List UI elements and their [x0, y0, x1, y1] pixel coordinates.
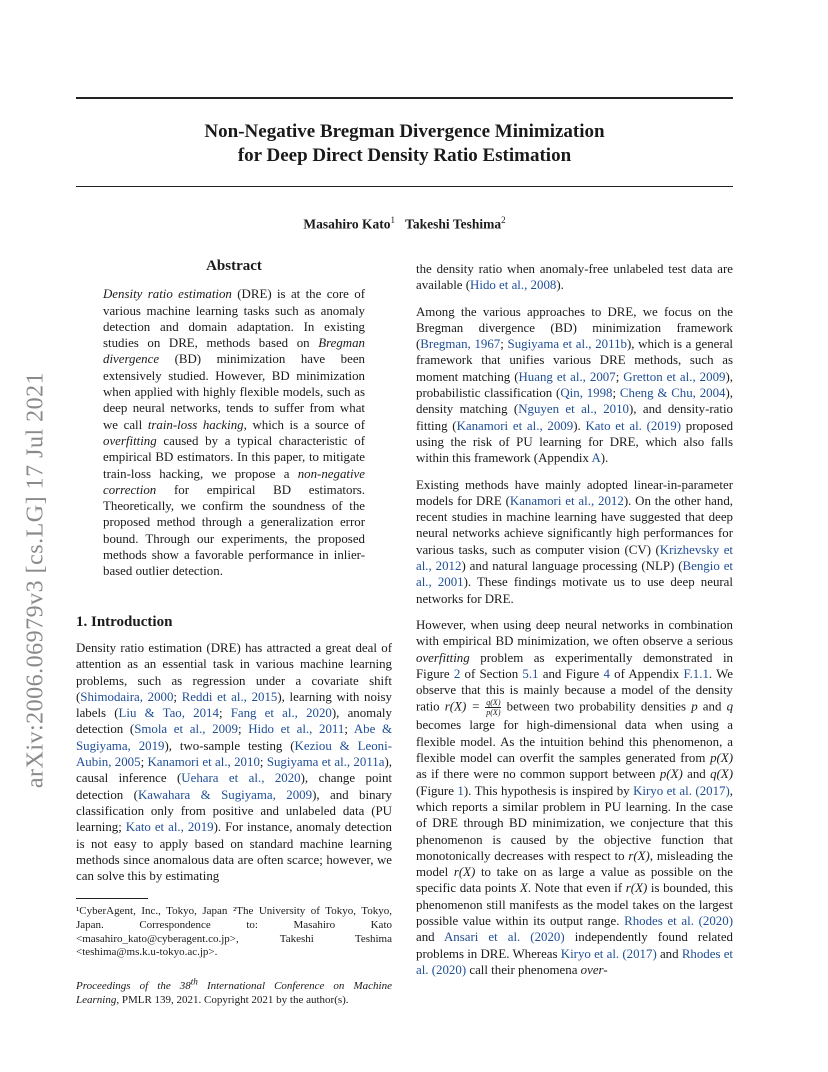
title-bottom-rule — [76, 186, 733, 187]
citation-link[interactable]: Smola et al., 2009 — [134, 722, 238, 737]
math-expression: q — [726, 699, 734, 714]
citation-link[interactable]: Kato et al. (2019) — [585, 418, 681, 433]
paragraph: Density ratio estimation (DRE) has attracted a great deal of attention as an essential task in various machine learning problems, such as regression under a covariate shift (Shimodaira, 2000; Reddi et al., 2015), learning with noisy labels (Liu & Tao, 2014; Fang et al., 2020), anomaly detection (Smola et al., 2009; Hido et al., 2011; Abe & Sugiyama, 2019), two-sample testing (Keziou & Leoni-Aubin, 2005; Kanamori et al., 2010; Sugiyama et al., 2011a), causal inference (Uehara et al., 2020), change point detection (Kawahara & Sugiyama, 2009), and binary classification only from positive and unlabeled data (PU learning; Kato et al., 2019). For instance, anomaly detection is not easy to apply based on standard machine learning methods since anomalous data are often scarce; however, we can solve this by estimating — [76, 640, 393, 884]
citation-link[interactable]: Kiryo et al. (2017) — [560, 946, 657, 961]
citation-link[interactable]: Rhodes et al. (2020) — [416, 946, 734, 977]
paragraph: Among the various approaches to DRE, we focus on the Bregman divergence (BD) minimization framework (Bregman, 1967; Sugiyama et al., 2011b), which is a general framework that unifies various DRE methods, such as moment matching (Huang et al., 2007; Gretton et al., 2009), probabilistic classification (Qin, 1998; Cheng & Chu, 2004), density matching (Nguyen et al., 2010), and density-ratio fitting (Kanamori et al., 2009). Kato et al. (2019) proposed using the risk of PU learning for DRE, which also falls within this framework (Appendix A). — [416, 304, 734, 466]
title-line-1: Non-Negative Bregman Divergence Minimization — [204, 121, 605, 142]
figure-link[interactable]: 2 — [453, 666, 461, 681]
citation-link[interactable]: Krizhevsky et al., 2012 — [416, 542, 734, 574]
citation-link[interactable]: Hido et al., 2008 — [470, 278, 557, 293]
citation-link[interactable]: Bengio et al., 2001 — [416, 559, 734, 590]
citation-link[interactable]: Rhodes et al. (2020) — [624, 913, 733, 928]
math-expression: X — [519, 881, 528, 896]
citation-link[interactable]: Keziou & Leoni-Aubin, 2005 — [76, 738, 392, 770]
citation-link[interactable]: Sugiyama et al., 2011b — [507, 337, 627, 352]
citation-link[interactable]: Nguyen et al., 2010 — [518, 402, 629, 417]
right-column — [416, 261, 733, 988]
citation-link[interactable]: Sugiyama et al., 2011a — [266, 755, 385, 770]
math-expression: p(X) — [710, 751, 733, 766]
footnote: ¹CyberAgent, Inc., Tokyo, Japan ²The University of Tokyo, Tokyo, Japan. Correspondence to: Masahiro Kato <masahiro_kato@cyberagent.co.jp>, Takeshi Teshima <teshima@ms.k.u-tokyo.ac.jp>. — [76, 905, 392, 959]
footnote-rule — [76, 898, 148, 899]
section-link[interactable]: 5.1 — [522, 666, 539, 681]
appendix-link[interactable]: A — [591, 451, 601, 466]
proceedings-note: Proceedings of the 38th International Conference on Machine Learning, PMLR 139, 2021. Copyright 2021 by the author(s). — [76, 976, 392, 1007]
citation-link[interactable]: Fang et al., 2020 — [230, 706, 332, 721]
citation-link[interactable]: Shimodaira, 2000 — [80, 689, 174, 704]
abstract-heading: Abstract — [206, 258, 262, 274]
citation-link[interactable]: Kiryo et al. (2017) — [633, 783, 730, 798]
author-line — [76, 215, 733, 233]
citation-link[interactable]: Cheng & Chu, 2004 — [619, 386, 726, 401]
citation-link[interactable]: Liu & Tao, 2014 — [118, 706, 219, 721]
citation-link[interactable]: Kawahara & Sugiyama, 2009 — [137, 787, 313, 802]
author-name: Takeshi Teshima — [405, 216, 502, 232]
citation-link[interactable]: Huang et al., 2007 — [518, 369, 616, 384]
citation-link[interactable]: Qin, 1998 — [560, 386, 613, 401]
figure-link[interactable]: 4 — [603, 666, 610, 681]
section-heading: 1. Introduction — [76, 613, 173, 630]
citation-link[interactable]: Ansari et al. (2020) — [443, 930, 565, 945]
citation-link[interactable]: Hido et al., 2011 — [248, 722, 345, 737]
citation-link[interactable]: Kanamori et al., 2012 — [509, 493, 624, 508]
figure-link[interactable]: 1 — [457, 783, 464, 798]
arxiv-stamp: arXiv:2006.06979v3 [cs.LG] 17 Jul 2021 — [22, 371, 49, 789]
paragraph: Existing methods have mainly adopted linear-in-parameter models for DRE (Kanamori et al., 2012). On the other hand, recent studies in machine learning have suggested that deep neural networks achieve significantly high performances for various tasks, such as computer vision (CV) (Krizhevsky et al., 2012) and natural language processing (NLP) (Bengio et al., 2001). These findings motivate us to use deep neural networks for DRE. — [416, 477, 734, 606]
citation-link[interactable]: Gretton et al., 2009 — [623, 369, 726, 384]
appendix-link[interactable]: F.1.1 — [683, 666, 709, 681]
citation-link[interactable]: Abe & Sugiyama, 2019 — [76, 722, 393, 753]
math-expression: p — [691, 699, 698, 714]
title-line-2: for Deep Direct Density Ratio Estimation — [237, 145, 572, 166]
paragraph: the density ratio when anomaly-free unlabeled test data are available (Hido et al., 2008). — [416, 262, 733, 293]
citation-link[interactable]: Kanamori et al., 2009 — [456, 418, 574, 433]
citation-link[interactable]: Kanamori et al., 2010 — [147, 755, 260, 770]
math-expression: r(X) — [628, 848, 650, 863]
top-rule — [76, 97, 733, 99]
citation-link[interactable]: Kato et al., 2019 — [125, 820, 214, 835]
left-column — [76, 258, 392, 1008]
math-expression: p(X) — [659, 767, 683, 782]
affiliation-mark: 2 — [501, 215, 506, 225]
citation-link[interactable]: Reddi et al., 2015 — [181, 689, 278, 704]
affiliation-mark: 1 — [390, 215, 396, 225]
citation-link[interactable]: Uehara et al., 2020 — [181, 771, 301, 786]
math-expression: r(X) = — [444, 699, 486, 714]
math-expression: r(X) — [453, 865, 476, 880]
paragraph: However, when using deep neural networks in combination with empirical BD minimization, we often observe a serious overfitting problem as experimentally demonstrated in Figure 2 of Section 5.1 and Figure 4 of Appendix F.1.1. We observe that this is mainly because a model of the density ratio r(X) = $\frac{q(X)}{p(X)}$ between two probability densities p and q becomes large for high-dimensional data when using a flexible model. As the intuition behind this phenomenon, a flexible model can overfit the samples generated from p(X) as if there were no common support between p(X) and q(X) (Figure 1). This hypothesis is inspired by Kiryo et al. (2017), which reports a similar problem in PU learning. In the case of DRE through BD minimization, we conjecture that this phenomenon is caused by the objective function that monotonically decreases with respect to r(X), misleading the model r(X) to take on as large a value as possible on the specific data points X. Note that even if r(X) is bounded, this phenomenon still manifests as the model takes on the largest possible value within its output range. Rhodes et al. (2020) and Ansari et al. (2020) independently found related problems in DRE. Whereas Kiryo et al. (2017) and Rhodes et al. (2020) call their phenomena over- — [416, 617, 734, 977]
math-expression: r(X) — [625, 881, 648, 896]
paper-title — [76, 120, 733, 168]
citation-link[interactable]: Bregman, 1967 — [420, 337, 501, 352]
math-expression: q(X) — [710, 767, 733, 782]
author-name: Masahiro Kato — [303, 216, 391, 232]
abstract-text: Density ratio estimation (DRE) is at the core of various machine learning tasks such as anomaly detection and domain adaptation. In existing studies on DRE, methods based on Bregman divergence (BD) minimization have been extensively studied. However, BD minimization when applied with highly flexible models, such as deep neural networks, tends to suffer from what we call train-loss hacking, which is a source of overfitting caused by a typical characteristic of empirical BD estimators. In this paper, to mitigate train-loss hacking, we propose a non-negative correction for empirical BD estimators. Theoretically, we confirm the soundness of the proposed method through a generalization error bound. Through our experiments, the proposed methods show a favorable performance in inlier-based outlier detection. — [103, 287, 365, 579]
density-ratio-fraction: $\frac{q(X)}{p(X)}$ — [486, 698, 501, 718]
